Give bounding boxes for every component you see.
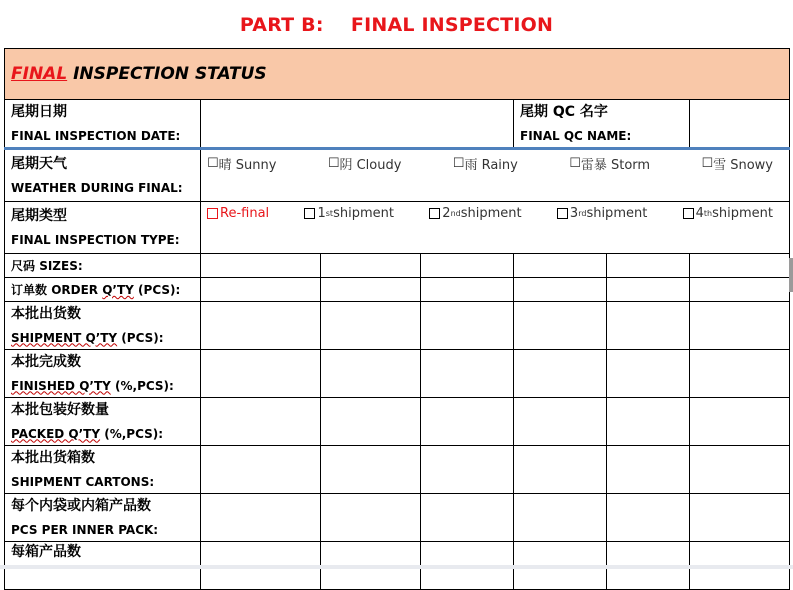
date-input-cell[interactable] <box>201 100 514 149</box>
grid-cell[interactable] <box>421 350 514 398</box>
checkbox-icon[interactable]: ☐ <box>452 156 465 171</box>
qc-name-label-en: FINAL QC NAME: <box>520 128 632 143</box>
final-inspection-table <box>4 48 790 590</box>
pcs-per-carton-label: 每箱产品数 <box>5 542 201 590</box>
grid-cell[interactable] <box>421 446 514 494</box>
grid-cell[interactable] <box>514 254 607 278</box>
qc-name-label <box>514 100 690 149</box>
checkbox-icon[interactable] <box>304 208 315 219</box>
shipment-qty-label: 本批出货数 SHIPMENT Q’TY (PCS): <box>5 302 201 350</box>
date-row <box>5 100 790 149</box>
grid-cell[interactable] <box>607 494 690 542</box>
grid-cell[interactable] <box>607 446 690 494</box>
inspection-type-row <box>5 202 790 254</box>
inspection-type-label-cn: 尾期类型 <box>11 207 67 224</box>
order-qty-row <box>5 278 790 302</box>
grid-cell[interactable] <box>690 278 790 302</box>
grid-cell[interactable] <box>201 398 321 446</box>
shipment-qty-row <box>5 302 790 350</box>
type-option-3rd-shipment[interactable]: 3 rd shipment <box>557 206 647 221</box>
grid-cell[interactable] <box>690 398 790 446</box>
qc-name-input-cell[interactable] <box>690 100 790 149</box>
grid-cell[interactable] <box>514 350 607 398</box>
type-option-2nd-shipment[interactable]: 2 nd shipment <box>429 206 521 221</box>
status-header-rest: INSPECTION STATUS <box>67 64 267 84</box>
grid-cell[interactable] <box>607 254 690 278</box>
weather-option-sunny[interactable]: ☐ 晴 Sunny <box>207 156 277 173</box>
grid-cell[interactable] <box>690 494 790 542</box>
grid-cell[interactable] <box>690 350 790 398</box>
grid-cell[interactable] <box>201 278 321 302</box>
type-option-4th-shipment[interactable]: 4 th shipment <box>683 206 773 221</box>
vertical-scroll-handle[interactable] <box>789 258 793 292</box>
status-header <box>5 49 790 100</box>
weather-label-en: WEATHER DURING FINAL: <box>11 180 183 195</box>
grid-cell[interactable] <box>321 398 421 446</box>
checkbox-icon[interactable]: ☐ <box>701 156 714 171</box>
type-option-1st-shipment[interactable]: 1 st shipment <box>304 206 393 221</box>
weather-option-storm[interactable]: ☐ 雷暴 Storm <box>569 156 651 173</box>
grid-cell[interactable] <box>690 254 790 278</box>
grid-cell[interactable] <box>321 350 421 398</box>
inspection-type-label-en: FINAL INSPECTION TYPE: <box>11 232 180 247</box>
grid-cell[interactable] <box>421 278 514 302</box>
date-label-cn: 尾期日期 <box>11 103 67 120</box>
grid-cell[interactable] <box>321 254 421 278</box>
checkbox-icon[interactable] <box>207 208 218 219</box>
pcs-per-inner-pack-row <box>5 494 790 542</box>
weather-options-cell <box>201 149 790 202</box>
grid-cell[interactable] <box>514 398 607 446</box>
checkbox-icon[interactable] <box>683 208 694 219</box>
pcs-per-inner-pack-label: 每个内袋或内箱产品数 PCS PER INNER PACK: <box>5 494 201 542</box>
sizes-label: 尺码 SIZES: <box>5 254 201 278</box>
checkbox-icon[interactable]: ☐ <box>327 156 340 171</box>
packed-qty-row <box>5 398 790 446</box>
grid-cell[interactable] <box>201 302 321 350</box>
shipment-cartons-row <box>5 446 790 494</box>
packed-qty-label: 本批包装好数量 PACKED Q’TY (%,PCS): <box>5 398 201 446</box>
weather-option-snowy[interactable]: ☐ 雪 Snowy <box>701 156 773 173</box>
grid-cell[interactable] <box>421 398 514 446</box>
weather-row <box>5 149 790 202</box>
horizontal-scrollbar[interactable] <box>0 565 793 569</box>
grid-cell[interactable] <box>201 446 321 494</box>
grid-cell[interactable] <box>421 302 514 350</box>
page-title: PART B: FINAL INSPECTION <box>239 14 554 36</box>
grid-cell[interactable] <box>607 302 690 350</box>
grid-cell[interactable] <box>514 446 607 494</box>
inspection-type-label <box>5 202 201 254</box>
sizes-row <box>5 254 790 278</box>
checkbox-icon[interactable]: ☐ <box>207 156 219 171</box>
qc-name-label-cn: 尾期 QC 名字 <box>520 103 608 120</box>
grid-cell[interactable] <box>514 278 607 302</box>
grid-cell[interactable] <box>514 302 607 350</box>
final-word: FINAL <box>11 64 68 84</box>
grid-cell[interactable] <box>201 254 321 278</box>
grid-cell[interactable] <box>321 446 421 494</box>
weather-option-cloudy[interactable]: ☐ 阴 Cloudy <box>327 156 402 173</box>
order-qty-label: 订单数 ORDER Q’TY (PCS): <box>5 278 201 302</box>
weather-label <box>5 149 201 202</box>
grid-cell[interactable] <box>514 494 607 542</box>
type-option-refinal[interactable]: Re-final <box>207 206 269 221</box>
inspection-type-options-cell <box>201 202 790 254</box>
grid-cell[interactable] <box>690 302 790 350</box>
grid-cell[interactable] <box>421 494 514 542</box>
date-label-en: FINAL INSPECTION DATE: <box>11 128 181 143</box>
date-label <box>5 100 201 149</box>
status-header-row <box>5 49 790 100</box>
finished-qty-row <box>5 350 790 398</box>
grid-cell[interactable] <box>607 350 690 398</box>
checkbox-icon[interactable] <box>557 208 568 219</box>
grid-cell[interactable] <box>321 278 421 302</box>
finished-qty-label: 本批完成数 FINISHED Q’TY (%,PCS): <box>5 350 201 398</box>
grid-cell[interactable] <box>201 350 321 398</box>
grid-cell[interactable] <box>607 398 690 446</box>
checkbox-icon[interactable]: ☐ <box>569 156 581 171</box>
grid-cell[interactable] <box>421 254 514 278</box>
grid-cell[interactable] <box>607 278 690 302</box>
weather-option-rainy[interactable]: ☐ 雨 Rainy <box>452 156 518 173</box>
weather-label-cn: 尾期天气 <box>11 155 67 172</box>
shipment-cartons-label: 本批出货箱数 SHIPMENT CARTONS: <box>5 446 201 494</box>
grid-cell[interactable] <box>690 446 790 494</box>
grid-cell[interactable] <box>321 302 421 350</box>
grid-cell[interactable] <box>321 494 421 542</box>
checkbox-icon[interactable] <box>429 208 440 219</box>
grid-cell[interactable] <box>201 494 321 542</box>
